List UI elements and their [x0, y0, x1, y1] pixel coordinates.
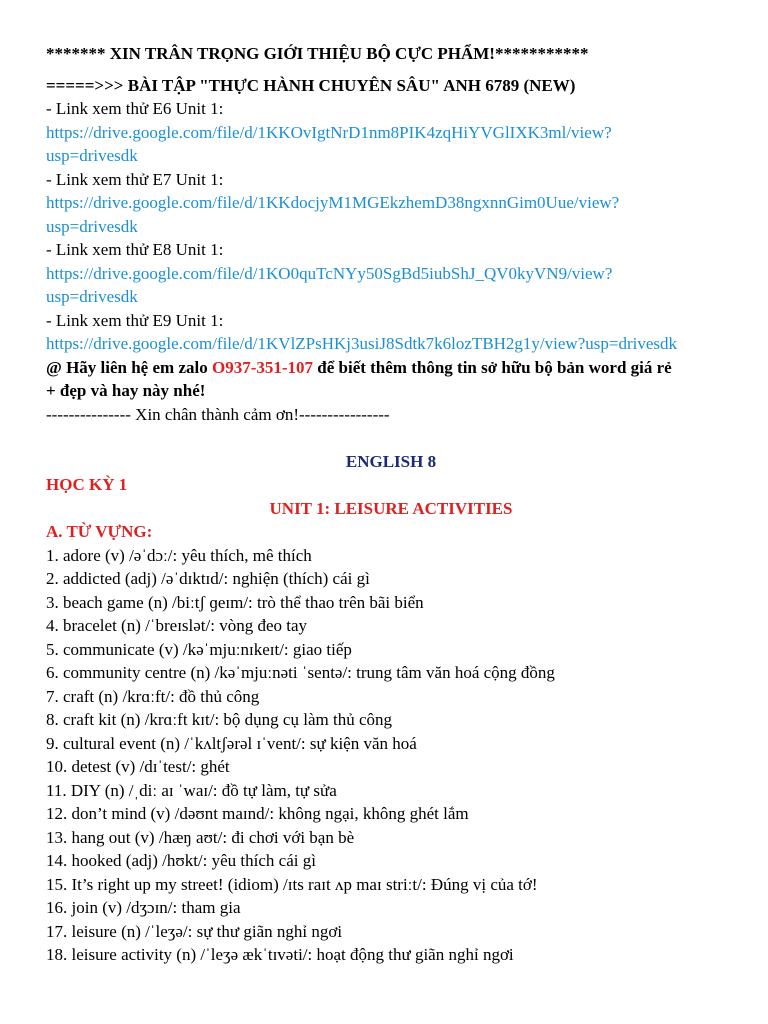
thanks-line: --------------- Xin chân thành cảm ơn!----------------	[46, 404, 390, 424]
preview-link-e7[interactable]: https://drive.google.com/file/d/1KKdocjyM1MGEkzhemD38ngxnnGim0Uue/view?	[46, 193, 620, 212]
contact-suffix: để biết thêm thông tin sở hữu bộ bản word giá rẻ	[313, 357, 672, 377]
unit-title: UNIT 1: LEISURE ACTIVITIES	[269, 498, 513, 518]
subject-title: ENGLISH 8	[345, 451, 437, 471]
vocab-item: 8. craft kit (n) /krɑːft kɪt/: bộ dụng cụ làm thủ công	[46, 710, 392, 729]
link-label: - Link xem thử E7 Unit 1:	[46, 169, 224, 189]
vocab-item: 4. bracelet (n) /ˈbreɪslət/: vòng đeo tay	[46, 616, 308, 635]
document-page	[46, 42, 736, 967]
vocab-item: 9. cultural event (n) /ˈkʌltʃərəl ɪˈvent/: sự kiện văn hoá	[46, 733, 417, 753]
vocab-item: 2. addicted (adj) /əˈdɪktɪd/: nghiện (thích) cái gì	[46, 569, 370, 588]
link-label: - Link xem thử E9 Unit 1:	[46, 310, 224, 330]
semester-title: HỌC KỲ 1	[46, 475, 128, 494]
preview-link-e8-cont[interactable]: usp=drivesdk	[46, 287, 138, 306]
vocab-item: 5. communicate (v) /kəˈmjuːnɪkeɪt/: giao tiếp	[46, 639, 352, 659]
link-label: - Link xem thử E8 Unit 1:	[46, 240, 224, 259]
vocab-item: 18. leisure activity (n) /ˈleʒə ækˈtɪvəti/: hoạt động thư giãn nghỉ ngơi	[46, 945, 514, 964]
link-block-e9	[46, 309, 736, 356]
preview-link-e6-cont[interactable]: usp=drivesdk	[46, 146, 138, 165]
preview-link-e7-cont[interactable]: usp=drivesdk	[46, 216, 138, 236]
link-label: - Link xem thử E6 Unit 1:	[46, 99, 224, 118]
contact-phone[interactable]: O937-351-107	[211, 357, 314, 377]
contact-line	[46, 356, 736, 380]
vocab-item: 13. hang out (v) /hæŋ aʊt/: đi chơi với bạn bè	[46, 827, 355, 847]
vocab-item: 10. detest (v) /dɪˈtest/: ghét	[46, 757, 230, 776]
link-block-e8	[46, 238, 736, 309]
vocab-item: 3. beach game (n) /biːtʃ ɡeɪm/: trò thể thao trên bãi biển	[46, 592, 424, 612]
vocab-item: 15. It’s right up my street! (idiom) /ɪts raɪt ʌp maɪ striːt/: Đúng vị của tớ!	[46, 874, 538, 894]
link-block-e6	[46, 97, 736, 168]
vocab-item: 1. adore (v) /əˈdɔː/: yêu thích, mê thích	[46, 545, 312, 565]
vocab-item: 17. leisure (n) /ˈleʒə/: sự thư giãn nghỉ ngơi	[46, 921, 343, 941]
contact-line-2: + đẹp và hay này nhé!	[46, 381, 206, 400]
contact-prefix: @ Hãy liên hệ em zalo	[46, 357, 212, 377]
product-title: =====>>> BÀI TẬP "THỰC HÀNH CHUYÊN SÂU" ANH 6789 (NEW)	[46, 75, 576, 95]
vocab-item: 6. community centre (n) /kəˈmjuːnəti ˈsentə/: trung tâm văn hoá cộng đồng	[46, 663, 555, 682]
vocab-item: 14. hooked (adj) /hʊkt/: yêu thích cái gì	[46, 851, 316, 870]
vocab-item: 7. craft (n) /krɑːft/: đồ thủ công	[46, 686, 260, 706]
vocab-item: 16. join (v) /dʒɔɪn/: tham gia	[46, 898, 241, 917]
preview-link-e6[interactable]: https://drive.google.com/file/d/1KKOvIgtNrD1nm8PIK4zqHiYVGlIXK3ml/view?	[46, 122, 612, 142]
vocab-item: 11. DIY (n) /ˌdiː aɪ ˈwaɪ/: đồ tự làm, tự sửa	[46, 780, 337, 800]
preview-link-e8[interactable]: https://drive.google.com/file/d/1KO0quTcNYy50SgBd5iubShJ_QV0kyVN9/view?	[46, 263, 613, 283]
preview-link-e9[interactable]: https://drive.google.com/file/d/1KVlZPsHKj3usiJ8Sdtk7k6lozTBH2g1y/view?usp=drivesdk	[46, 334, 677, 353]
vocab-item: 12. don’t mind (v) /dəʊnt maɪnd/: không ngại, không ghét lắm	[46, 804, 469, 823]
section-title: A. TỪ VỰNG:	[46, 522, 153, 541]
vocab-list	[46, 544, 736, 967]
link-block-e7	[46, 168, 736, 239]
intro-heading: ******* XIN TRÂN TRỌNG GIỚI THIỆU BỘ CỰC PHẨM!***********	[46, 44, 589, 63]
